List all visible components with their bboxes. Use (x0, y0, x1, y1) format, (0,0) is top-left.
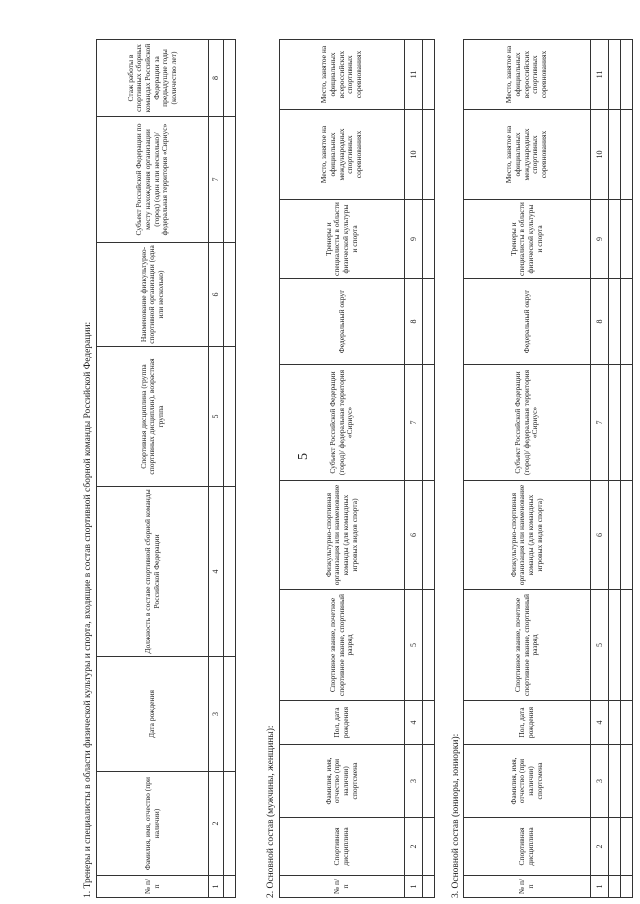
empty-cell (609, 279, 621, 365)
s1-header-cell: № п/п (97, 876, 209, 898)
s1-index-cell: 1 (209, 876, 224, 898)
s1-header-cell: Должность в составе спортивной сборной команды Российской Федерации (97, 487, 209, 657)
s3-header-cell: Место, занятое на официальных международных спортивных соревнованиях (464, 110, 591, 200)
s1-header-cell: Наименование физкультурно-спортивной организации (одна или несколько) (97, 243, 209, 347)
empty-cell (621, 40, 633, 110)
s3-index-cell: 1 (591, 876, 609, 898)
s3-header-cell: Спортивное звание, почетное спортивное звание, спортивный разряд (464, 590, 591, 701)
s2-header-cell: Тренеры и специалисты в области физической культуры и спорта (280, 200, 405, 279)
section1-caption: 1. Тренеры и специалисты в области физической культуры и спорта, входящие в состав спортивной сборной команды Российской Федерации: (83, 321, 93, 898)
s3-index-cell: 3 (591, 745, 609, 818)
s2-header-cell: Место, занятое на официальных всероссийских спортивных соревнованиях (280, 40, 405, 110)
empty-cell (609, 110, 621, 200)
empty-cell (621, 818, 633, 876)
section3-index-row (591, 40, 609, 898)
s2-index-cell: 7 (405, 365, 423, 481)
empty-cell (621, 279, 633, 365)
s1-index-cell: 2 (209, 772, 224, 876)
s1-index-cell: 4 (209, 487, 224, 657)
section3-caption: 3. Основной состав (юниоры, юниорки): (451, 733, 461, 898)
s2-index-cell: 5 (405, 590, 423, 701)
section2-table (279, 39, 435, 898)
s2-index-cell: 4 (405, 701, 423, 745)
s1-index-cell: 8 (209, 40, 224, 117)
empty-cell (423, 40, 435, 110)
s3-index-cell: 7 (591, 365, 609, 481)
empty-cell (609, 200, 621, 279)
section3-blank-row (621, 40, 633, 898)
empty-cell (423, 279, 435, 365)
empty-cell (609, 481, 621, 590)
empty-cell (224, 772, 236, 876)
section2-header-row (280, 40, 405, 898)
empty-cell (621, 200, 633, 279)
s1-header-cell: Стаж работы в спортивных сборных командах Российской Федерации за предыдущие годы (количество лет) (97, 40, 209, 117)
s2-header-cell: Физкультурно-спортивная организация или наименование команды (для командных игровых видов спорта) (280, 481, 405, 590)
empty-cell (609, 745, 621, 818)
section2-empty-row (423, 40, 435, 898)
empty-cell (423, 818, 435, 876)
s3-header-cell: Субъект Российской Федерации (город)/ федеральная территория «Сириус» (464, 365, 591, 481)
section2-index-row (405, 40, 423, 898)
s2-index-cell: 11 (405, 40, 423, 110)
empty-cell (224, 347, 236, 487)
s1-index-cell: 7 (209, 117, 224, 243)
s1-header-cell: Субъект Российской Федерации по месту нахождения организации (город) (один или несколько)/ федеральная территория «Сириус» (97, 117, 209, 243)
empty-cell (224, 243, 236, 347)
s3-index-cell: 4 (591, 701, 609, 745)
empty-cell (609, 876, 621, 898)
s2-header-cell: Федеральный округ (280, 279, 405, 365)
s2-header-cell: Спортивная дисциплина (280, 818, 405, 876)
page-number: 5 (296, 453, 311, 460)
s2-header-cell: Субъект Российской Федерации (город)/ федеральная территория «Сириус» (280, 365, 405, 481)
empty-cell (423, 200, 435, 279)
empty-cell (621, 745, 633, 818)
empty-cell (609, 701, 621, 745)
section3-empty-row (609, 40, 621, 898)
empty-cell (224, 117, 236, 243)
section1-header-row (97, 40, 209, 898)
section3-table (463, 39, 633, 898)
empty-cell (609, 818, 621, 876)
section1-empty-row (224, 40, 236, 898)
empty-cell (423, 365, 435, 481)
s2-index-cell: 6 (405, 481, 423, 590)
s3-index-cell: 8 (591, 279, 609, 365)
s3-index-cell: 6 (591, 481, 609, 590)
empty-cell (224, 657, 236, 772)
s3-header-cell: Спортивная дисциплина (464, 818, 591, 876)
s2-index-cell: 10 (405, 110, 423, 200)
empty-cell (609, 40, 621, 110)
s2-header-cell: Спортивное звание, почетное спортивное звание, спортивный разряд (280, 590, 405, 701)
s3-index-cell: 10 (591, 110, 609, 200)
section1-index-row (209, 40, 224, 898)
s1-header-cell: Дата рождения (97, 657, 209, 772)
s3-header-cell: № п/п (464, 876, 591, 898)
s2-header-cell: Пол, дата рождения (280, 701, 405, 745)
empty-cell (423, 745, 435, 818)
s3-index-cell: 5 (591, 590, 609, 701)
s2-index-cell: 3 (405, 745, 423, 818)
empty-cell (423, 481, 435, 590)
empty-cell (609, 590, 621, 701)
s2-index-cell: 2 (405, 818, 423, 876)
empty-cell (609, 365, 621, 481)
empty-cell (423, 876, 435, 898)
empty-cell (423, 701, 435, 745)
s2-index-cell: 9 (405, 200, 423, 279)
s1-header-cell: Фамилия, имя, отчество (при наличии) (97, 772, 209, 876)
s3-index-cell: 9 (591, 200, 609, 279)
s2-header-cell: Фамилия, имя, отчество (при наличии) спортсмена (280, 745, 405, 818)
empty-cell (224, 487, 236, 657)
s1-index-cell: 6 (209, 243, 224, 347)
section3-header-row (464, 40, 591, 898)
empty-cell (423, 110, 435, 200)
s3-index-cell: 11 (591, 40, 609, 110)
s2-header-cell: Место, занятое на официальных международных спортивных соревнованиях (280, 110, 405, 200)
s3-header-cell: Место, занятое на официальных всероссийских спортивных соревнованиях (464, 40, 591, 110)
section1-table (96, 39, 236, 898)
section2-caption: 2. Основной состав (мужчины, женщины): (266, 725, 276, 898)
s3-header-cell: Федеральный округ (464, 279, 591, 365)
s3-header-cell: Физкультурно-спортивная организация или наименование команды (для командных игровых видов спорта) (464, 481, 591, 590)
s3-header-cell: Пол, дата рождения (464, 701, 591, 745)
s3-header-cell: Фамилия, имя, отчество (при наличии) спортсмена (464, 745, 591, 818)
empty-cell (621, 481, 633, 590)
s3-header-cell: Тренеры и специалисты в области физической культуры и спорта (464, 200, 591, 279)
s2-index-cell: 8 (405, 279, 423, 365)
empty-cell (621, 701, 633, 745)
s1-header-cell: Спортивная дисциплина (группа спортивных дисциплин), возрастная группа (97, 347, 209, 487)
empty-cell (423, 590, 435, 701)
s3-index-cell: 2 (591, 818, 609, 876)
empty-cell (621, 365, 633, 481)
s2-header-cell: № п/п (280, 876, 405, 898)
s1-index-cell: 3 (209, 657, 224, 772)
empty-cell (621, 590, 633, 701)
empty-cell (224, 876, 236, 898)
empty-cell (621, 876, 633, 898)
empty-cell (621, 110, 633, 200)
empty-cell (224, 40, 236, 117)
s2-index-cell: 1 (405, 876, 423, 898)
s1-index-cell: 5 (209, 347, 224, 487)
